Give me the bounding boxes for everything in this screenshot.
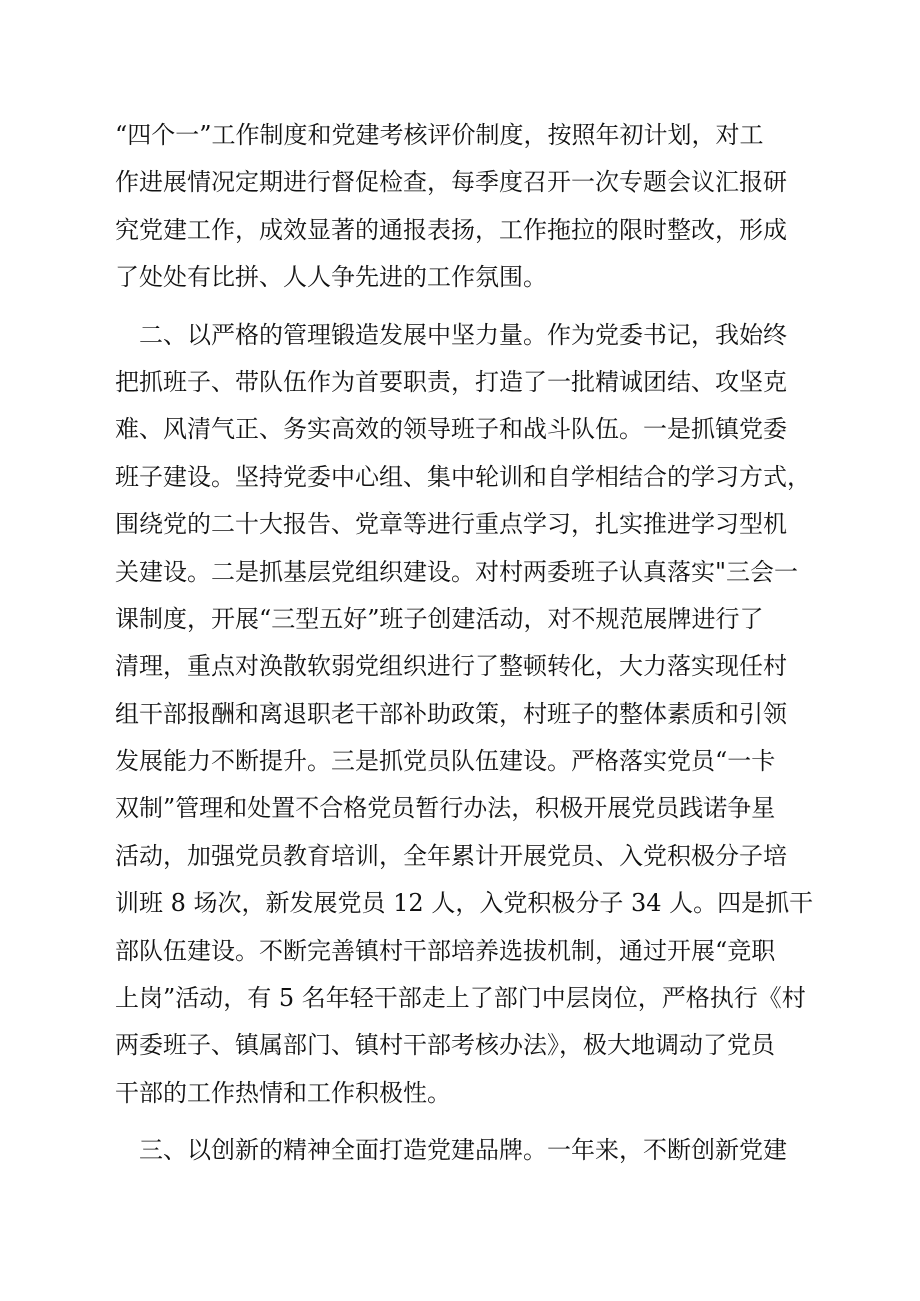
text-line: “四个一”工作制度和党建考核评价制度，按照年初计划，对工 [115,121,764,149]
text-line: 清理，重点对涣散软弱党组织进行了整顿转化，大力落实现任村 [115,652,787,681]
text-line: 活动，加强党员教育培训，全年累计开展党员、入党积极分子培 [115,841,787,870]
text-line: 作进展情况定期进行督促检查，每季度召开一次专题会议汇报研 [115,168,787,197]
text-line: 班子建设。坚持党委中心组、集中轮训和自学相结合的学习方式， [115,462,811,491]
text-line: 把抓班子、带队伍作为首要职责，打造了一批精诚团结、攻坚克 [115,367,787,396]
text-line: 关建设。二是抓基层党组织建设。对村两委班子认真落实"三会一 [115,557,799,586]
text-line: 究党建工作，成效显著的通报表扬，工作拖拉的限时整改，形成 [115,215,787,244]
paragraph-gap [115,1117,795,1127]
text-line: 训班 8 场次，新发展党员 12 人，入党积极分子 34 人。四是抓干 [115,889,814,918]
text-line: 上岗”活动，有 5 名年轻干部走上了部门中层岗位，严格执行《村 [115,984,806,1013]
text-line: 部队伍建设。不断完善镇村干部培养选拔机制，通过开展“竞职 [115,936,776,965]
text-line: 难、风清气正、务实高效的领导班子和战斗队伍。一是抓镇党委 [115,415,787,444]
paragraph-gap [115,302,795,312]
text-line: 发展能力不断提升。三是抓党员队伍建设。严格落实党员“一卡 [115,747,776,776]
text-line: 双制”管理和处置不合格党员暂行办法，积极开展党员践诺争星 [115,794,776,823]
document-body [115,112,814,1175]
text-line: 两委班子、镇属部门、镇村干部考核办法》，极大地调动了党员 [115,1031,775,1060]
text-line: 围绕党的二十大报告、党章等进行重点学习，扎实推进学习型机 [115,510,787,539]
text-line: 干部的工作热情和工作积极性。 [115,1078,451,1107]
text-line: 组干部报酬和离退职老干部补助政策，村班子的整体素质和引领 [115,699,787,728]
text-line: 二、以严格的管理锻造发展中坚力量。作为党委书记，我始终 [115,320,787,349]
text-line: 课制度，开展“三型五好”班子创建活动，对不规范展牌进行了 [115,604,764,633]
text-line: 了处处有比拼、人人争先进的工作氛围。 [115,263,547,292]
text-line: 三、以创新的精神全面打造党建品牌。一年来，不断创新党建 [115,1136,787,1165]
